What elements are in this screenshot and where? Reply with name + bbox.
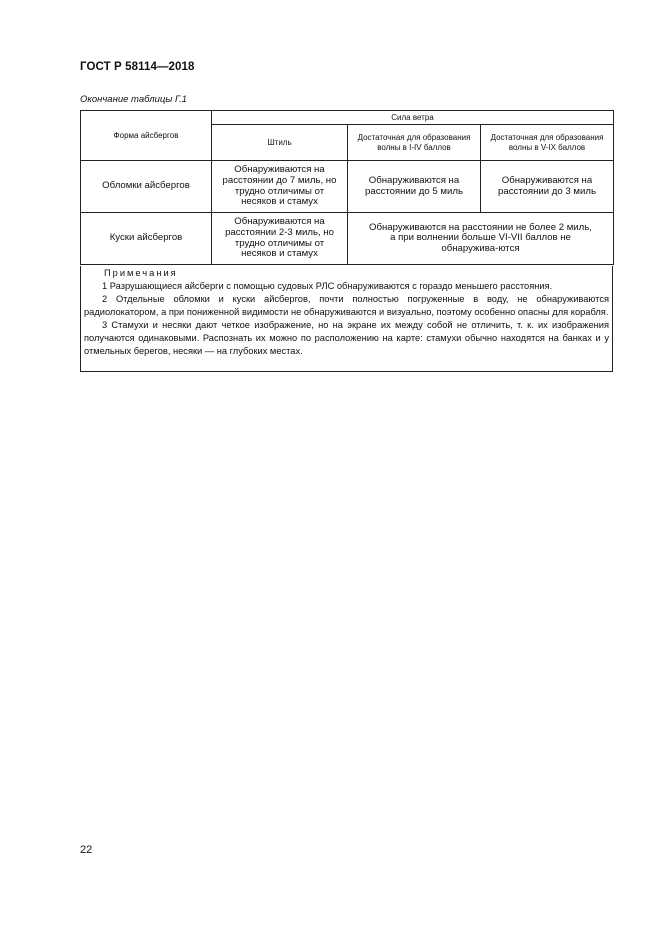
table-row xyxy=(81,161,614,213)
table-header-row xyxy=(81,111,614,125)
header-calm: Штиль xyxy=(212,125,348,161)
row-form: Куски айсбергов xyxy=(81,213,212,265)
row-strong: Обнаруживаются на расстоянии до 3 миль xyxy=(481,161,614,213)
row-calm: Обнаруживаются на расстоянии до 7 миль, но трудно отличимы от несяков и стамух xyxy=(212,161,348,213)
header-moderate: Достаточная для образования волны в I-IV баллов xyxy=(348,125,481,161)
note-item: 1 Разрушающиеся айсберги с помощью судовых РЛС обнаруживаются с гораздо меньшего расстояния. xyxy=(102,281,553,291)
row-moderate: Обнаруживаются на расстоянии до 5 миль xyxy=(348,161,481,213)
row-merged: Обнаруживаются на расстоянии не более 2 миль, а при волнении больше VI-VII баллов не обнаружива-ются xyxy=(348,213,614,265)
document-header: ГОСТ Р 58114—2018 xyxy=(80,61,195,73)
header-wind-force: Сила ветра xyxy=(212,111,614,125)
ice-detection-table xyxy=(80,110,614,265)
note-item: 3 Стамухи и несяки дают четкое изображение, но на экране их между собой не отличить, т. к. их изображения получаются одинаковыми. Распознать их можно по расположению на карте: стамухи обычно находятся на банках и у отмельных берегов, несяки — на глубоких местах. xyxy=(84,320,609,356)
page-number: 22 xyxy=(80,844,93,856)
notes-title: Примечания xyxy=(104,268,178,278)
header-form: Форма айсбергов xyxy=(81,111,212,161)
header-strong: Достаточная для образования волны в V-IX баллов xyxy=(481,125,614,161)
table-caption: Окончание таблицы Г.1 xyxy=(80,94,188,105)
note-item: 2 Отдельные обломки и куски айсбергов, почти полностью погруженные в воду, не обнаруживаются радиолокатором, а при пониженной видимости не обнаруживаются и визуально, поэтому особенно опасны для корабля. xyxy=(84,294,609,317)
table-row xyxy=(81,213,614,265)
row-form: Обломки айсбергов xyxy=(81,161,212,213)
table-notes xyxy=(80,266,613,372)
row-calm: Обнаруживаются на расстоянии 2-3 миль, но трудно отличимы от несяков и стамух xyxy=(212,213,348,265)
